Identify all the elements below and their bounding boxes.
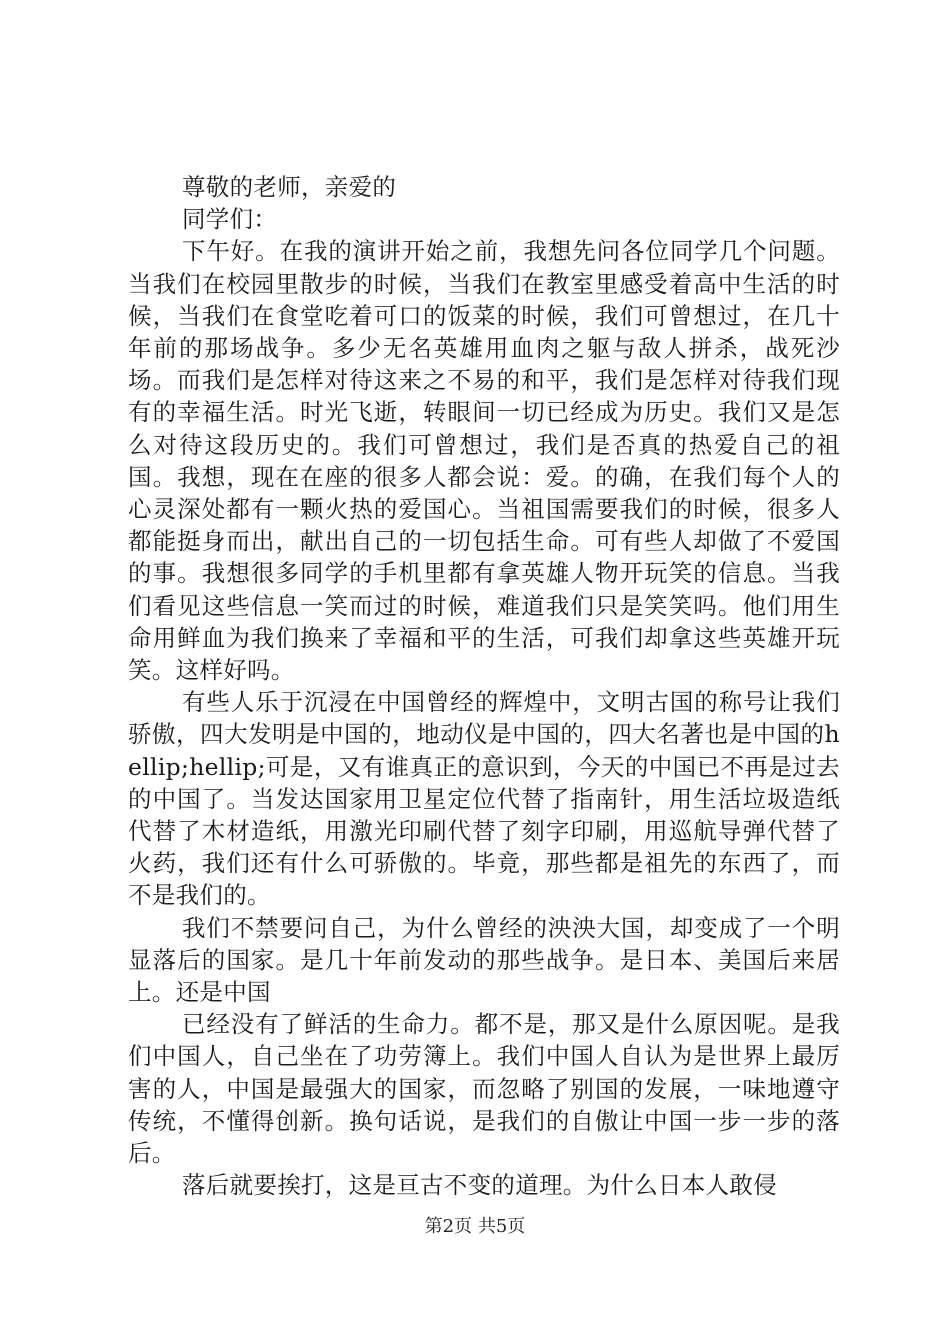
- paragraph-5: 落后就要挨打，这是亘古不变的道理。为什么日本人敢侵: [182, 1171, 777, 1200]
- paragraph-1: 下午好。在我的演讲开始之前，我想先问各位同学几个问题。当我们在校园里散步的时候，当我们在教室里感受着高中生活的时候，当我们在食堂吃着可口的饭菜的时候，我们可曾想过，在几十年前的那场战争。多少无名英雄用血肉之躯与敌人拼杀，战死沙场。而我们是怎样对待这来之不易的和平，我们是怎样对待我们现有的幸福生活。时光飞逝，转眼间一切已经成为历史。我们又是怎么对待这段历史的。我们可曾想过，我们是否真的热爱自己的祖国。我想，现在在座的很多人都会说：爱。的确，在我们每个人的心灵深处都有一颗火热的爱国心。当祖国需要我们的时候，很多人都能挺身而出，献出自己的一切包括生命。可有些人却做了不爱国的事。我想很多同学的手机里都有拿英雄人物开玩笑的信息。当我们看见这些信息一笑而过的时候，难道我们只是笑笑吗。他们用生命用鲜血为我们换来了幸福和平的生活，可我们却拿这些英雄开玩笑。这样好吗。: [128, 237, 840, 685]
- salutation-line-1: 尊敬的老师，亲爱的: [182, 173, 397, 201]
- paragraph-3: 我们不禁要问自己，为什么曾经的泱泱大国，却变成了一个明显落后的国家。是几十年前发动的那些战争。是日本、美国后来居上。还是中国: [128, 913, 840, 1007]
- paragraph-2: 有些人乐于沉浸在中国曾经的辉煌中，文明古国的称号让我们骄傲，四大发明是中国的，地动仪是中国的，四大名著也是中国的hellip;hellip;可是，又有谁真正的意识到，今天的中国已不再是过去的中国了。当发达国家用卫星定位代替了指南针，用生活垃圾造纸代替了木材造纸，用激光印刷代替了刻字印刷，用巡航导弹代替了火药，我们还有什么可骄傲的。毕竟，那些都是祖先的东西了，而不是我们的。: [128, 688, 840, 910]
- page-footer: 第2页 共5页: [424, 1216, 526, 1237]
- salutation-line-2: 同学们：: [182, 205, 278, 234]
- paragraph-4: 已经没有了鲜活的生命力。都不是，那又是什么原因呢。是我们中国人，自己坐在了功劳簿上。我们中国人自认为是世界上最厉害的人，中国是最强大的国家，而忽略了别国的发展，一味地遵守传统，不懂得创新。换句话说，是我们的自傲让中国一步一步的落后。: [128, 1010, 840, 1168]
- speech-body: [128, 171, 840, 1202]
